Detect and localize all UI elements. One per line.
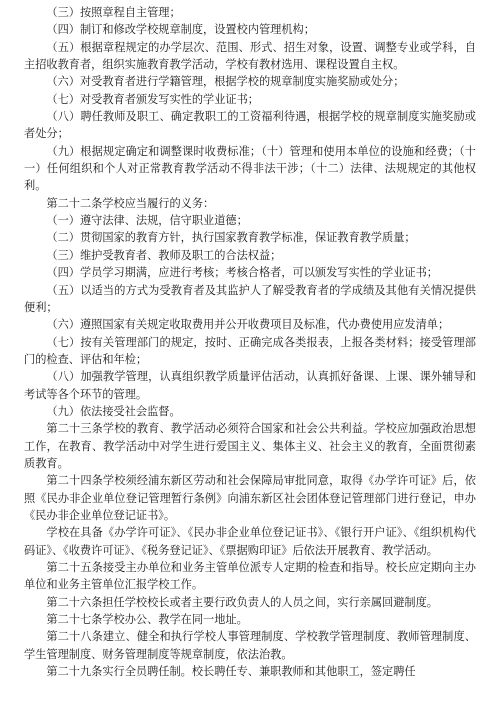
- clause-paragraph: （四）制订和修改学校规章制度，设置校内管理机构；: [46, 23, 315, 37]
- clause-paragraph: （九）依法接受社会监督。: [46, 404, 181, 418]
- article-paragraph: 第二十五条接受主办单位和业务主管单位派专人定期的检查和指导。校长应定期向主办单位和业务主管单位汇报学校工作。: [24, 561, 476, 592]
- article-paragraph: 学校在具备《办学许可证》、《民办非企业单位登记证书》、《银行开户证》、《组织机构代码证》、《收费许可证》、《税务登记证》、《票据购印证》后依法开展教育、教学活动。: [24, 526, 476, 557]
- clause-paragraph: （六）对受教育者进行学籍管理，根据学校的规章制度实施奖励或处分；: [46, 75, 405, 89]
- clause-paragraph: （八）加强教学管理，认真组织教学质量评估活动，认真抓好备课、上课、课外辅导和考试等各个环节的管理。: [24, 370, 476, 401]
- article-paragraph: 第二十七条学校办公、教学在同一地址。: [46, 613, 248, 627]
- clause-paragraph: （七）按有关管理部门的规定，按时、正确完成各类报表，上报各类材料；接受管理部门的检查、评估和年检；: [24, 335, 476, 366]
- clause-paragraph: （五）以适当的方式为受教育者及其监护人了解受教育者的学成绩及其他有关情况提供便利；: [24, 283, 476, 314]
- clause-paragraph: （六）遵照国家有关规定收取费用并公开收费项目及标准，代办费使用应发清单；: [46, 318, 450, 332]
- clause-paragraph: （二）贯彻国家的教育方针，执行国家教育教学标准，保证教育教学质量；: [46, 231, 416, 245]
- article-paragraph: 第二十九条实行全员聘任制。校长聘任专、兼职教师和其他职工，签定聘任: [46, 665, 416, 679]
- clause-paragraph: （九）根据规定确定和调整课时收费标准；（十）管理和使用本单位的设施和经费；（十一）任何组织和个人对正常教育教学活动不得非法干涉；（十二）法律、法规规定的其他权利。: [24, 144, 476, 193]
- clause-paragraph: （三）维护受教育者、教师及职工的合法权益；: [46, 248, 282, 262]
- article-paragraph: 第二十六条担任学校校长或者主要行政负责人的人员之间，实行亲属回避制度。: [46, 595, 438, 609]
- clause-paragraph: （七）对受教育者颁发写实性的学业证书；: [46, 92, 259, 106]
- clause-paragraph: （四）学员学习期满，应进行考核；考核合格者，可以颁发写实性的学业证书；: [46, 266, 438, 280]
- article-heading: 第二十二条学校应当履行的义务：: [46, 196, 215, 210]
- clause-paragraph: （三）按照章程自主管理；: [46, 6, 181, 19]
- clause-paragraph: （一）遵守法律、法规，信守职业道德；: [46, 214, 248, 228]
- article-paragraph: 第二十三条学校的教育、教学活动必须符合国家和社会公共利益。学校应加强政治思想工作，在教育、教学活动中对学生进行爱国主义、集体主义、社会主义的教育，全面贯彻素质教育。: [24, 422, 476, 470]
- clause-paragraph: （八）聘任教师及职工、确定教职工的工资福利待遇，根据学校的规章制度实施奖励或者处分；: [24, 110, 476, 141]
- article-paragraph: 第二十四条学校须经浦东新区劳动和社会保障局审批同意，取得《办学许可证》后，依照《民办非企业单位登记管理暂行条例》向浦东新区社会团体登记管理部门进行登记，申办《民办非企业单位登记证书》。: [24, 474, 476, 522]
- article-paragraph: 第二十八条建立、健全和执行学校人事管理制度、学校教学管理制度、教师管理制度、学生管理制度、财务管理制度等规章制度，依法治教。: [24, 630, 476, 661]
- clause-paragraph: （五）根据章程规定的办学层次、范围、形式、招生对象，设置、调整专业或学科，自主招收教育者，组织实施教育教学活动，学校有教材选用、课程设置自主权。: [24, 40, 476, 72]
